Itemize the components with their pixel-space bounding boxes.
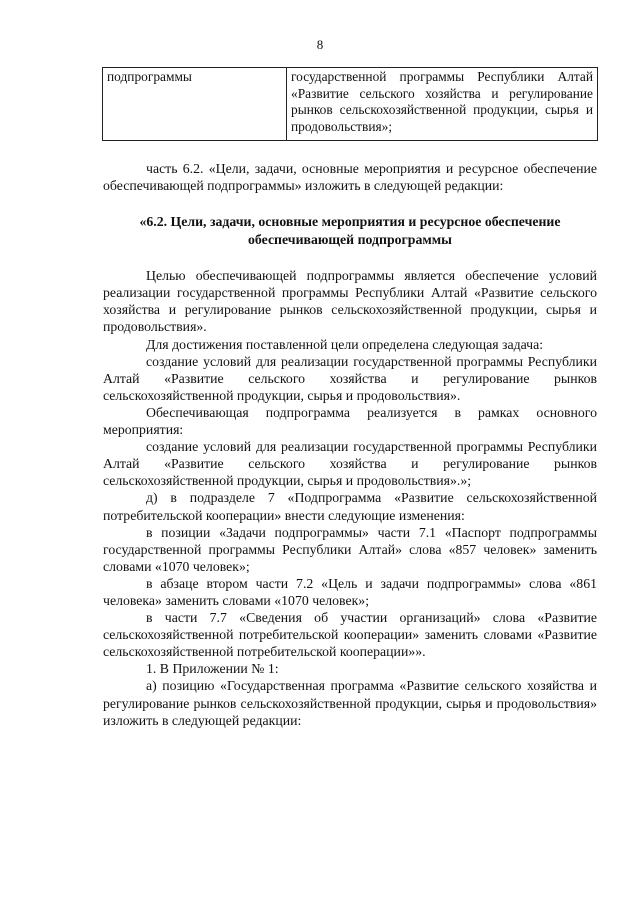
paragraph-goal: Целью обеспечивающей подпрограммы является обеспечение условий реализации государственной программы Республики Алтай «Развитие сельского хозяйства и регулирование рынков сельскохозяйственной продукции, сырья и продовольствия». [103,268,597,335]
paragraph-measure-intro: Обеспечивающая подпрограмма реализуется в рамках основного мероприятия: [103,404,597,438]
paragraph-measure: создание условий для реализации государственной программы Республики Алтай «Развитие сельского хозяйства и регулирование рынков сельскохозяйственной продукции, сырья и продовольствия».»; [103,439,597,489]
paragraph-task: создание условий для реализации государственной программы Республики Алтай «Развитие сельского хозяйства и регулирование рынков сельскохозяйственной продукции, сырья и продовольствия». [103,353,597,403]
paragraph-change-1: в позиции «Задачи подпрограммы» части 7.1 «Паспорт подпрограммы государственной программы Республики Алтай» слова «857 человек» заменить словами «1070 человек»; [103,524,597,574]
table-cell-right: государственной программы Республики Алтай «Развитие сельского хозяйства и регулирование рынков сельскохозяйственной продукции, сырья и продовольствия»; [287,68,598,141]
paragraph-appendix-a: а) позицию «Государственная программа «Развитие сельского хозяйства и регулирование рынков сельскохозяйственной продукции, сырья и продовольствия» изложить в следующей редакции: [103,678,597,728]
program-table [102,67,598,141]
document-body [103,160,597,729]
paragraph-change-2: в абзаце втором части 7.2 «Цель и задачи подпрограммы» слова «861 человека» заменить словами «1070 человек»; [103,575,597,608]
table-cell-left: подпрограммы [103,68,287,141]
paragraph-change-3: в части 7.7 «Сведения об участии организаций» слова «Развитие сельскохозяйственной потребительской кооперации» заменить словами «Развитие сельскохозяйственной потребительской кооперации»». [103,610,597,660]
table-row [103,68,598,141]
table-fragment [102,67,598,141]
section-heading: «6.2. Цели, задачи, основные мероприятия и ресурсное обеспечение обеспечивающей подпрограммы [139,214,561,247]
paragraph-task-intro: Для достижения поставленной цели определена следующая задача: [146,336,544,352]
page-number: 8 [316,37,324,52]
paragraph-appendix: 1. В Приложении № 1: [146,661,279,677]
paragraph-subsection-d: д) в подразделе 7 «Подпрограмма «Развитие сельскохозяйственной потребительской кооперации» внести следующие изменения: [103,490,597,523]
paragraph-intro: часть 6.2. «Цели, задачи, основные мероприятия и ресурсное обеспечение обеспечивающей подпрограммы» изложить в следующей редакции: [103,161,597,194]
